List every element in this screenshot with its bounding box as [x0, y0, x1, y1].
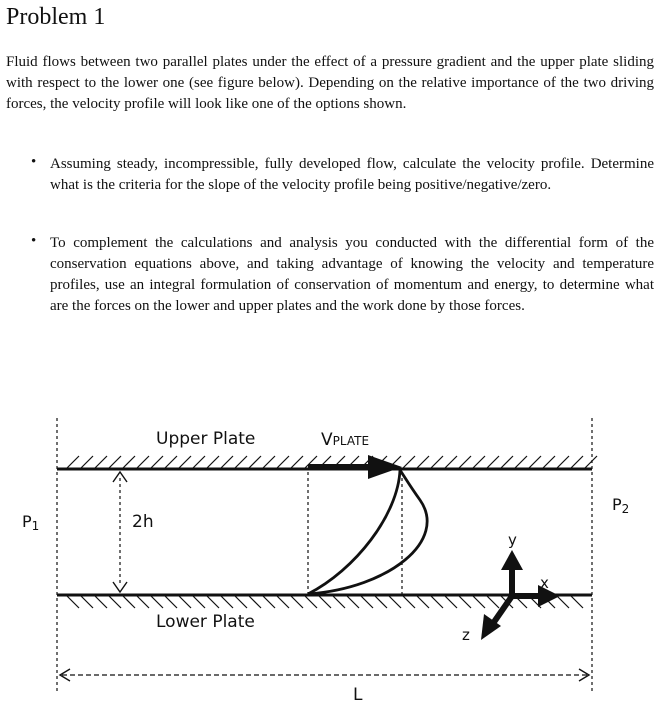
p1-label: P1	[22, 512, 40, 533]
upper-plate-hatch-mark	[570, 456, 583, 469]
p2-label: P2	[612, 495, 630, 516]
bullet-marker: •	[31, 233, 37, 249]
upper-plate-hatch-mark	[262, 456, 275, 469]
lower-plate-hatch-mark	[178, 595, 191, 608]
lower-plate-hatch-mark	[108, 595, 121, 608]
lower-plate-hatch-mark	[122, 595, 135, 608]
lower-plate-hatch-mark	[276, 595, 289, 608]
lower-plate-hatch-mark	[430, 595, 443, 608]
upper-plate-hatch-mark	[458, 456, 471, 469]
upper-plate-hatch-mark	[528, 456, 541, 469]
upper-plate-hatch-mark	[248, 456, 261, 469]
v-plate-label: VPLATE	[321, 430, 370, 450]
lower-plate-hatch-mark	[444, 595, 457, 608]
upper-plate-hatch-mark	[122, 456, 135, 469]
upper-plate-hatch-mark	[66, 456, 79, 469]
lower-plate-label: Lower Plate	[156, 612, 255, 632]
upper-plate-label: Upper Plate	[156, 429, 256, 449]
length-label: L	[353, 685, 363, 705]
lower-plate-hatch-mark	[164, 595, 177, 608]
upper-plate-hatch-mark	[136, 456, 149, 469]
lower-plate-hatch-mark	[416, 595, 429, 608]
lower-plate-hatch-mark	[248, 595, 261, 608]
y-axis-arrow	[501, 550, 523, 570]
upper-plate-hatch-mark	[164, 456, 177, 469]
upper-plate-hatch-mark	[584, 456, 597, 469]
lower-plate-hatch-mark	[486, 595, 499, 608]
height-dimension-arrow	[113, 472, 127, 592]
lower-plate-hatch-mark	[332, 595, 345, 608]
upper-plate-hatch-mark	[192, 456, 205, 469]
upper-plate-hatch-mark	[486, 456, 499, 469]
lower-plate-hatch-mark	[150, 595, 163, 608]
lower-plate-hatch-mark	[66, 595, 79, 608]
lower-plate-hatch-mark	[94, 595, 107, 608]
upper-plate-hatch-mark	[542, 456, 555, 469]
x-axis-label: x	[540, 574, 549, 592]
lower-plate-hatch-mark	[360, 595, 373, 608]
upper-plate-hatch-mark	[514, 456, 527, 469]
lower-plate-hatch-mark	[192, 595, 205, 608]
upper-plate-hatch-mark	[150, 456, 163, 469]
upper-plate-hatch-mark	[430, 456, 443, 469]
upper-plate-hatch-mark	[416, 456, 429, 469]
upper-plate-hatch-mark	[444, 456, 457, 469]
lower-plate-hatch-mark	[304, 595, 317, 608]
upper-plate-hatch-mark	[290, 456, 303, 469]
plate-velocity-arrow	[308, 455, 402, 479]
length-dimension-arrow	[60, 669, 589, 681]
upper-plate-hatch-mark	[276, 456, 289, 469]
bullet-item-velocity-profile: Assuming steady, incompressible, fully developed flow, calculate the velocity profile. Determine what is the criteria for the slope of the velocity profile being positive/negative/zero.	[50, 156, 654, 193]
lower-plate-hatch-mark	[346, 595, 359, 608]
lower-plate-hatch-mark	[80, 595, 93, 608]
problem-title: Problem 1	[6, 4, 106, 30]
lower-plate-hatch-mark	[318, 595, 331, 608]
bullet-item-integral-formulation: To complement the calculations and analysis you conducted with the differential form of the conservation equations above, and taking advantage of knowing the velocity and temperature profiles, use an integral formulation of conservation of momentum and energy, to determine what are the forces on the lower and upper plates and the work done by those forces.	[50, 235, 654, 314]
velocity-profile	[308, 470, 427, 594]
upper-plate-hatch-mark	[206, 456, 219, 469]
upper-plate-hatch-mark	[234, 456, 247, 469]
lower-plate-hatch-mark	[458, 595, 471, 608]
upper-plate-hatch-mark	[80, 456, 93, 469]
lower-plate-hatch-mark	[570, 595, 583, 608]
lower-plate-hatch-mark	[234, 595, 247, 608]
upper-plate-hatch-mark	[472, 456, 485, 469]
velocity-profile-curve-parabolic	[308, 470, 427, 594]
upper-plate-hatch-mark	[220, 456, 233, 469]
upper-plate-hatch-mark	[500, 456, 513, 469]
upper-plate-hatch-mark	[94, 456, 107, 469]
upper-plate-hatch-mark	[402, 456, 415, 469]
lower-plate-hatch-mark	[220, 595, 233, 608]
lower-plate-hatch-mark	[388, 595, 401, 608]
lower-plate-hatch-mark	[136, 595, 149, 608]
bullet-marker: •	[31, 154, 37, 170]
problem-intro: Fluid flows between two parallel plates under the effect of a pressure gradient and the upper plate sliding with respect to the lower one (see figure below). Depending on the relative importance of the two driving forces, the velocity profile will look like one of the options shown.	[6, 54, 654, 112]
lower-plate-hatch-mark	[262, 595, 275, 608]
upper-plate-hatch-mark	[556, 456, 569, 469]
lower-plate-hatch-mark	[402, 595, 415, 608]
y-axis-label: y	[508, 531, 517, 549]
upper-plate-hatch-mark	[178, 456, 191, 469]
lower-plate-hatch-mark	[290, 595, 303, 608]
velocity-profile-curve-linear	[308, 470, 400, 594]
height-label: 2h	[132, 512, 154, 532]
lower-plate-hatch-mark	[472, 595, 485, 608]
upper-plate-hatch-mark	[108, 456, 121, 469]
z-axis-label: z	[462, 626, 470, 644]
lower-plate-hatch-mark	[206, 595, 219, 608]
lower-plate-hatch-mark	[374, 595, 387, 608]
